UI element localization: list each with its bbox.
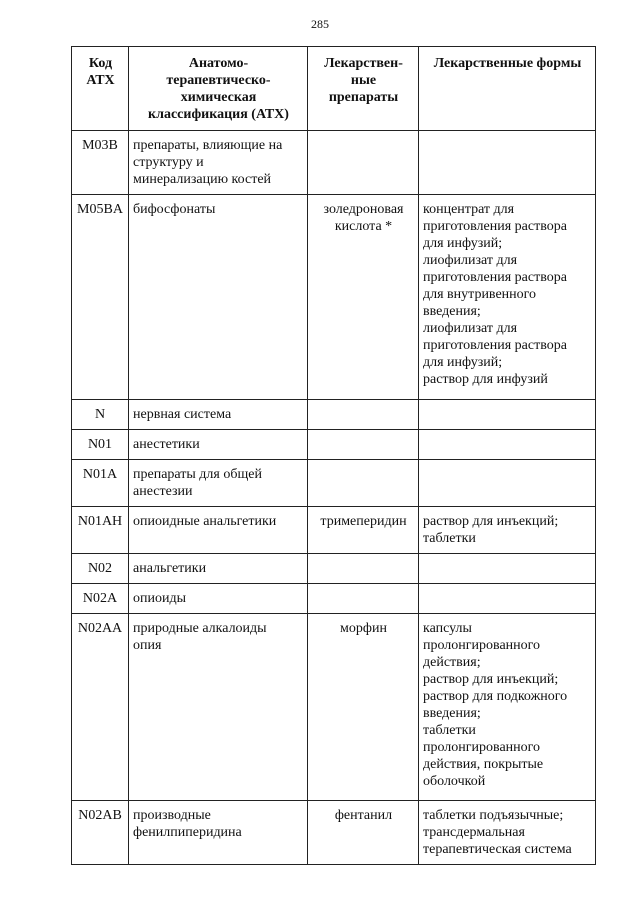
page-number: 285 — [311, 17, 329, 31]
drug-name-cell — [308, 460, 419, 507]
text-line: золедроновая — [323, 202, 404, 217]
text-line: Код — [88, 56, 113, 71]
classification-cell — [129, 614, 308, 801]
header-classification — [129, 47, 308, 131]
text-line: терапевтическая система — [423, 842, 572, 857]
atc-drug-table — [71, 46, 596, 865]
classification-cell — [129, 131, 308, 195]
text-line: нервная система — [133, 407, 232, 422]
text-line: пролонгированного — [423, 740, 541, 755]
classification-cell — [129, 554, 308, 584]
text-line: оболочкой — [423, 774, 486, 789]
table-row — [72, 131, 596, 195]
text-line: бифосфонаты — [133, 202, 216, 217]
text-line: опиоиды — [133, 591, 187, 606]
text-line: кислота * — [334, 219, 393, 234]
classification-cell — [129, 195, 308, 400]
table-row — [72, 614, 596, 801]
text-line: капсулы — [423, 621, 472, 636]
text-line: лиофилизат для — [423, 253, 518, 268]
header-forms — [419, 47, 596, 131]
classification-cell — [129, 400, 308, 430]
dosage-forms-cell — [419, 554, 596, 584]
table-row — [72, 507, 596, 554]
atc-code-cell: M05BA — [72, 195, 129, 400]
dosage-forms-cell — [419, 801, 596, 865]
text-line: приготовления раствора — [423, 219, 567, 234]
drug-name-cell — [308, 131, 419, 195]
classification-cell — [129, 430, 308, 460]
text-line: Анатомо- — [188, 56, 249, 71]
drug-name-cell — [308, 584, 419, 614]
dosage-forms-cell — [419, 400, 596, 430]
table-row — [72, 400, 596, 430]
text-line: таблетки подъязычные; — [423, 808, 564, 823]
text-line: минерализацию костей — [133, 172, 272, 187]
atc-code-cell: N02A — [72, 584, 129, 614]
atc-code-cell: M03B — [72, 131, 129, 195]
text-line: введения; — [423, 706, 481, 721]
text-line: фентанил — [334, 808, 393, 823]
table-row — [72, 460, 596, 507]
atc-code-cell: N — [72, 400, 129, 430]
text-line: АТХ — [86, 73, 115, 88]
text-line: препараты, влияющие на — [133, 138, 283, 153]
text-line: Лекарственные формы — [433, 56, 582, 71]
atc-code-cell: N01 — [72, 430, 129, 460]
text-line: для инфузий; — [423, 355, 503, 370]
drug-name-cell — [308, 554, 419, 584]
text-line: препараты — [328, 90, 399, 105]
classification-cell — [129, 584, 308, 614]
text-line: химическая — [180, 90, 257, 105]
text-line: Лекарствен- — [324, 56, 403, 71]
text-line: природные алкалоиды — [133, 621, 267, 636]
text-line: раствор для подкожного — [423, 689, 568, 704]
text-line: классификация (АТХ) — [148, 107, 289, 122]
text-line: тримеперидин — [320, 514, 407, 529]
header-code — [72, 47, 129, 131]
text-line: для внутривенного — [423, 287, 537, 302]
drug-name-cell — [308, 614, 419, 801]
dosage-forms-cell — [419, 584, 596, 614]
text-line: терапевтическо- — [166, 73, 271, 88]
text-line: раствор для инъекций; — [423, 672, 559, 687]
text-line: введения; — [423, 304, 481, 319]
text-line: морфин — [340, 621, 387, 636]
table-row — [72, 584, 596, 614]
atc-code-cell: N02AB — [72, 801, 129, 865]
drug-name-cell — [308, 430, 419, 460]
drug-name-cell — [308, 507, 419, 554]
text-line: концентрат для — [423, 202, 515, 217]
table-row — [72, 554, 596, 584]
classification-cell — [129, 507, 308, 554]
text-line: опия — [133, 638, 162, 653]
text-line: структуру и — [133, 155, 204, 170]
text-line: анестезии — [133, 484, 193, 499]
text-line: приготовления раствора — [423, 338, 567, 353]
table-row — [72, 430, 596, 460]
text-line: ные — [350, 73, 377, 88]
text-line: пролонгированного — [423, 638, 541, 653]
drug-name-cell — [308, 801, 419, 865]
classification-cell — [129, 460, 308, 507]
dosage-forms-cell — [419, 430, 596, 460]
text-line: таблетки — [423, 723, 476, 738]
drug-name-cell — [308, 195, 419, 400]
atc-code-cell: N02AA — [72, 614, 129, 801]
drug-name-cell — [308, 400, 419, 430]
text-line: лиофилизат для — [423, 321, 518, 336]
text-line: раствор для инфузий — [423, 372, 548, 387]
table-row — [72, 801, 596, 865]
text-line: опиоидные анальгетики — [133, 514, 277, 529]
table-row — [72, 195, 596, 400]
dosage-forms-cell — [419, 195, 596, 400]
atc-code-cell: N02 — [72, 554, 129, 584]
text-line: трансдермальная — [423, 825, 525, 840]
dosage-forms-cell — [419, 131, 596, 195]
text-line: производные — [133, 808, 211, 823]
atc-code-cell: N01AH — [72, 507, 129, 554]
header-drugs — [308, 47, 419, 131]
text-line: раствор для инъекций; — [423, 514, 559, 529]
text-line: для инфузий; — [423, 236, 503, 251]
text-line: действия, покрытые — [423, 757, 544, 772]
text-line: таблетки — [423, 531, 476, 546]
text-line: анальгетики — [133, 561, 207, 576]
classification-cell — [129, 801, 308, 865]
table-header-row — [72, 47, 596, 131]
text-line: приготовления раствора — [423, 270, 567, 285]
text-line: препараты для общей — [133, 467, 262, 482]
dosage-forms-cell — [419, 614, 596, 801]
dosage-forms-cell — [419, 460, 596, 507]
text-line: фенилпиперидина — [133, 825, 242, 840]
dosage-forms-cell — [419, 507, 596, 554]
text-line: анестетики — [133, 437, 200, 452]
text-line: действия; — [423, 655, 481, 670]
atc-code-cell: N01A — [72, 460, 129, 507]
